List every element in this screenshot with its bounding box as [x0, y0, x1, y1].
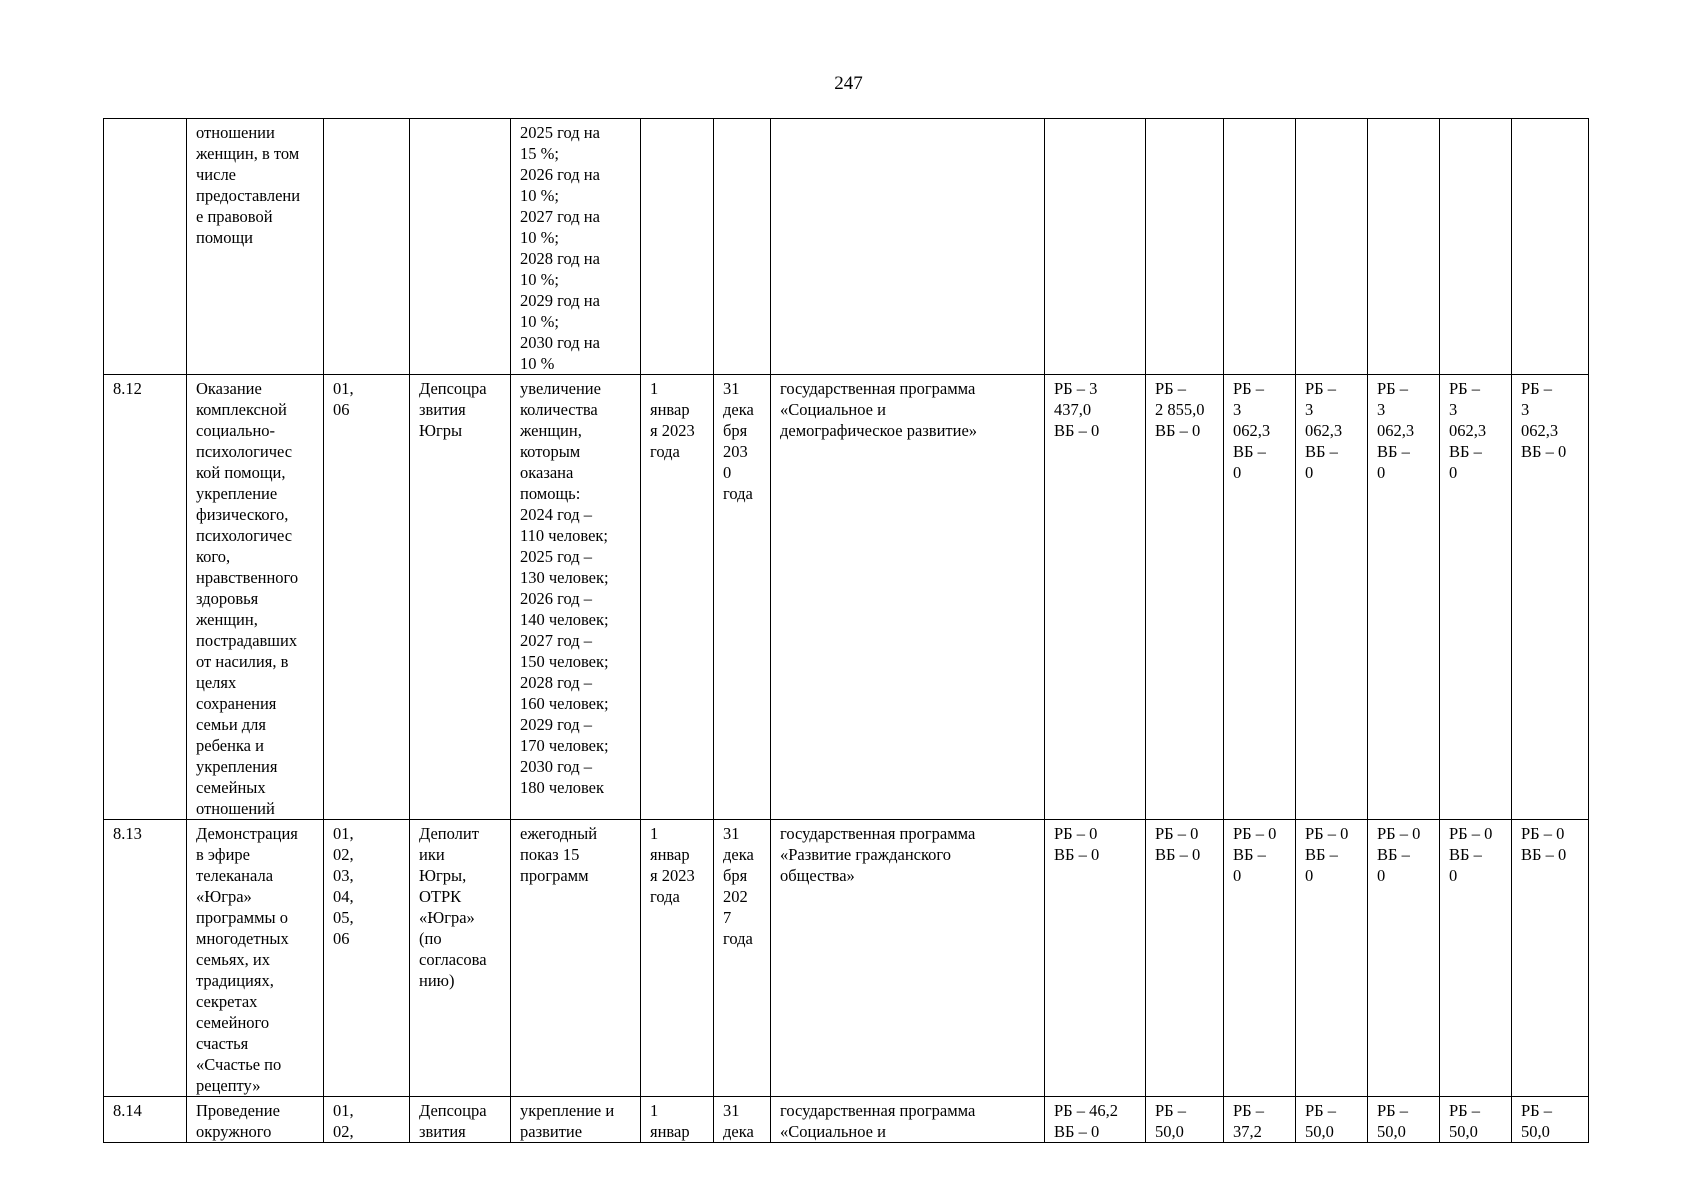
page-number: 247	[834, 73, 863, 94]
financing-cell	[1045, 119, 1146, 375]
financing-cell: РБ – 3 062,3 ВБ – 0	[1368, 375, 1440, 820]
financing-cell: РБ – 0 ВБ – 0	[1296, 820, 1368, 1097]
measure-number-cell: 8.14	[104, 1097, 187, 1143]
program-cell: государственная программа «Социальное и	[771, 1097, 1045, 1143]
financing-cell: РБ – 0 ВБ – 0	[1224, 820, 1296, 1097]
result-cell: 2025 год на 15 %; 2026 год на 10 %; 2027 год на 10 %; 2028 год на 10 %; 2029 год на 10 %; 2030 год на 10 %	[511, 119, 641, 375]
measure-number-cell: 8.12	[104, 375, 187, 820]
result-cell: увеличение количества женщин, которым оказана помощь: 2024 год – 110 человек; 2025 год – 130 человек; 2026 год – 140 человек; 2027 год – 150 человек; 2028 год – 160 человек; 2029 год – 170 человек; 2030 год – 180 человек	[511, 375, 641, 820]
start-date-cell: 1 январ я 2023 года	[641, 820, 714, 1097]
financing-cell	[1512, 119, 1589, 375]
measures-table	[103, 118, 1589, 1143]
executor-cell	[410, 119, 511, 375]
result-cell: укрепление и развитие	[511, 1097, 641, 1143]
program-cell: государственная программа «Социальное и демографическое развитие»	[771, 375, 1045, 820]
financing-cell: РБ – 3 062,3 ВБ – 0	[1296, 375, 1368, 820]
program-cell: государственная программа «Развитие гражданского общества»	[771, 820, 1045, 1097]
measure-name-cell: Демонстрация в эфире телеканала «Югра» программы о многодетных семьях, их традициях, секретах семейного счастья «Счастье по рецепту»	[187, 820, 324, 1097]
financing-cell: РБ – 3 437,0 ВБ – 0	[1045, 375, 1146, 820]
executor-cell: Деполит ики Югры, ОТРК «Югра» (по согласова нию)	[410, 820, 511, 1097]
measure-name-cell: Оказание комплексной социально- психологичес кой помощи, укрепление физического, психологичес кого, нравственного здоровья женщин, пострадавших от насилия, в целях сохранения семьи для ребенка и укрепления семейных отношений	[187, 375, 324, 820]
start-date-cell: 1 январ я 2023 года	[641, 375, 714, 820]
measure-name-cell: Проведение окружного	[187, 1097, 324, 1143]
start-date-cell	[641, 119, 714, 375]
financing-cell: РБ – 0 ВБ – 0	[1045, 820, 1146, 1097]
financing-cell: РБ – 0 ВБ – 0	[1368, 820, 1440, 1097]
financing-cell	[1440, 119, 1512, 375]
table-row	[104, 375, 1589, 820]
financing-cell	[1146, 119, 1224, 375]
result-cell: ежегодный показ 15 программ	[511, 820, 641, 1097]
financing-cell: РБ – 3 062,3 ВБ – 0	[1440, 375, 1512, 820]
financing-cell: РБ – 37,2	[1224, 1097, 1296, 1143]
table-row	[104, 820, 1589, 1097]
financing-cell	[1296, 119, 1368, 375]
financing-cell: РБ – 3 062,3 ВБ – 0	[1512, 375, 1589, 820]
financing-cell	[1224, 119, 1296, 375]
financing-cell: РБ – 50,0	[1296, 1097, 1368, 1143]
end-date-cell: 31 дека бря 203 0 года	[714, 375, 771, 820]
financing-cell: РБ – 0 ВБ – 0	[1512, 820, 1589, 1097]
program-cell	[771, 119, 1045, 375]
financing-cell: РБ – 50,0	[1440, 1097, 1512, 1143]
measure-number-cell: 8.13	[104, 820, 187, 1097]
financing-cell	[1368, 119, 1440, 375]
financing-cell: РБ – 46,2 ВБ – 0	[1045, 1097, 1146, 1143]
financing-cell: РБ – 50,0	[1512, 1097, 1589, 1143]
financing-cell: РБ – 0 ВБ – 0	[1146, 820, 1224, 1097]
financing-cell: РБ – 50,0	[1146, 1097, 1224, 1143]
financing-cell: РБ – 50,0	[1368, 1097, 1440, 1143]
tasks-cell	[324, 119, 410, 375]
end-date-cell: 31 дека бря 202 7 года	[714, 820, 771, 1097]
executor-cell: Депсоцра звития Югры	[410, 375, 511, 820]
tasks-cell: 01, 02, 03, 04, 05, 06	[324, 820, 410, 1097]
financing-cell: РБ – 0 ВБ – 0	[1440, 820, 1512, 1097]
end-date-cell	[714, 119, 771, 375]
financing-cell: РБ – 2 855,0 ВБ – 0	[1146, 375, 1224, 820]
start-date-cell: 1 январ	[641, 1097, 714, 1143]
executor-cell: Депсоцра звития	[410, 1097, 511, 1143]
end-date-cell: 31 дека	[714, 1097, 771, 1143]
tasks-cell: 01, 02,	[324, 1097, 410, 1143]
financing-cell: РБ – 3 062,3 ВБ – 0	[1224, 375, 1296, 820]
tasks-cell: 01, 06	[324, 375, 410, 820]
table-row	[104, 1097, 1589, 1143]
measure-name-cell: отношении женщин, в том числе предоставлени е правовой помощи	[187, 119, 324, 375]
table-row	[104, 119, 1589, 375]
measure-number-cell	[104, 119, 187, 375]
